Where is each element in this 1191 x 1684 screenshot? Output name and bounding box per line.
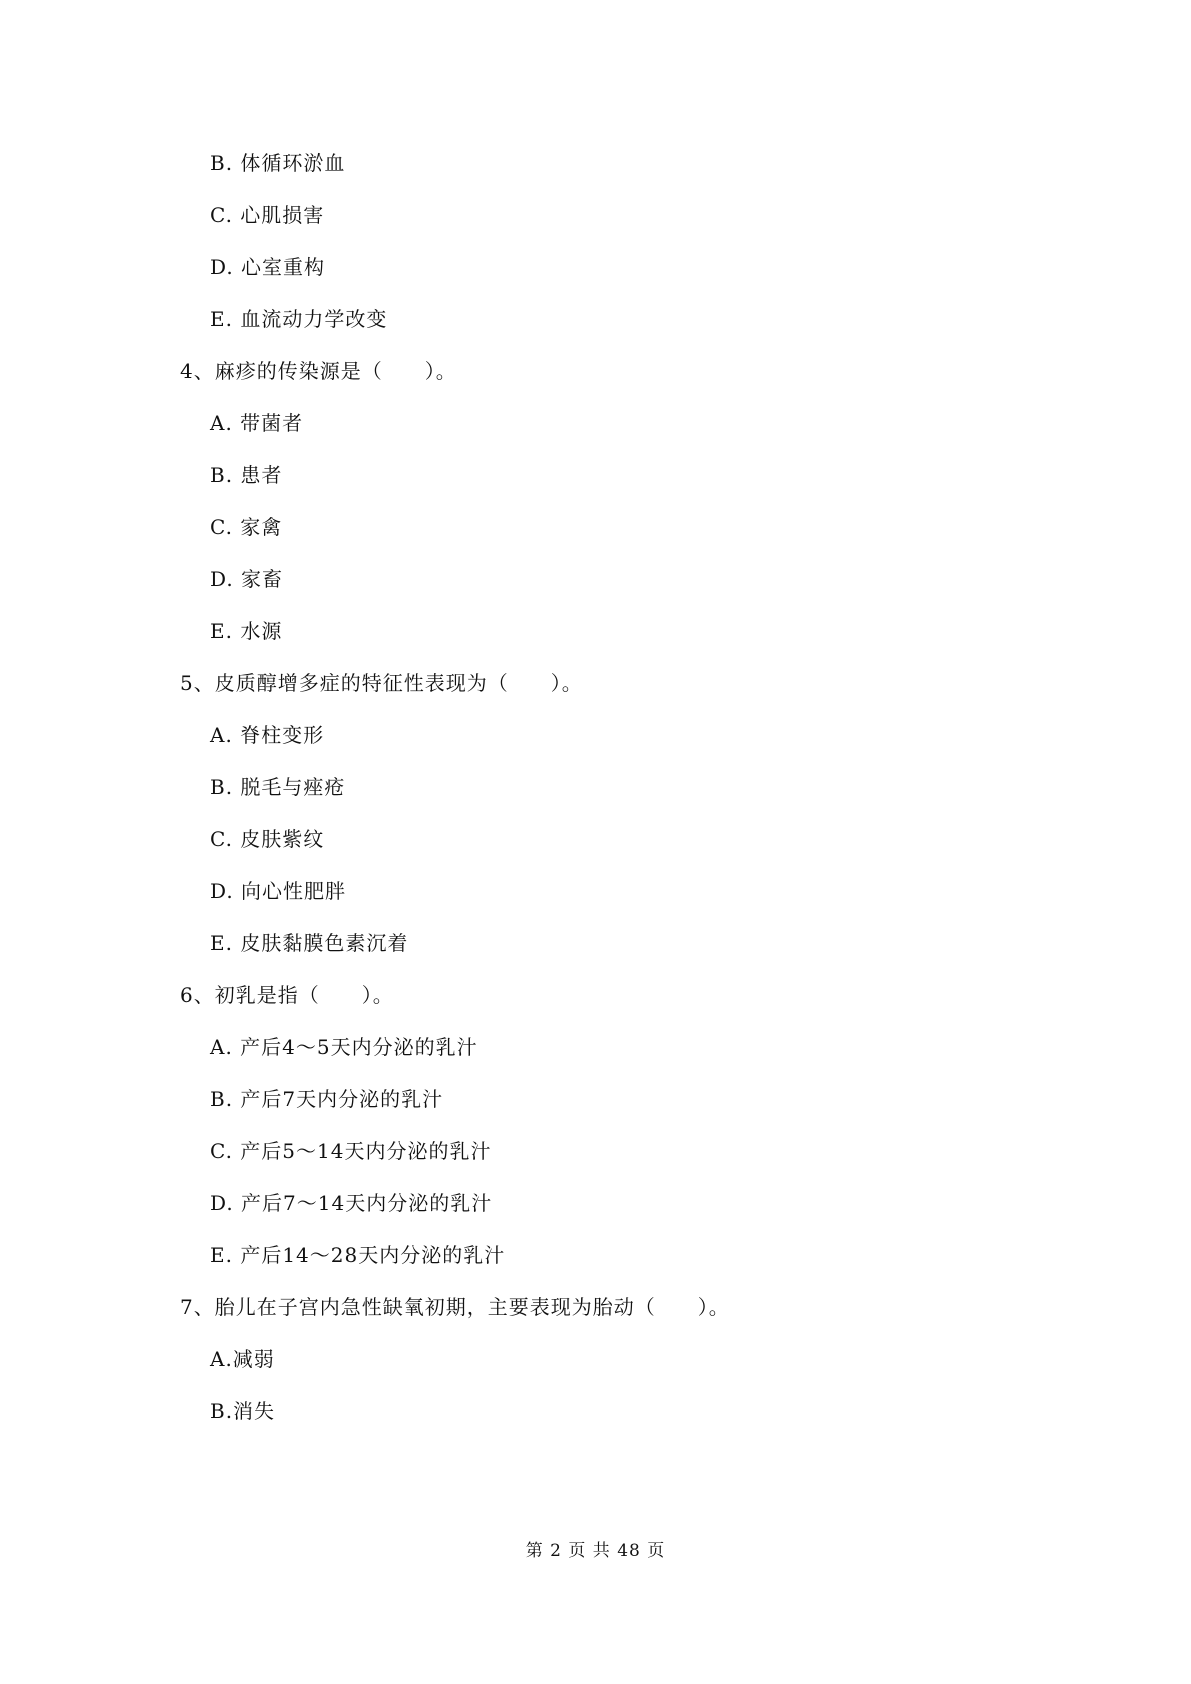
- question-5-option-d: D. 向心性肥胖: [210, 879, 347, 903]
- option-b-line: B. 体循环淤血: [210, 151, 346, 175]
- question-4-option-c: C. 家禽: [210, 515, 283, 539]
- question-5: 5、皮质醇增多症的特征性表现为（ ）。: [180, 671, 583, 695]
- question-6-option-a: A. 产后4～5天内分泌的乳汁: [210, 1035, 478, 1059]
- question-5-option-b: B. 脱毛与痤疮: [210, 775, 346, 799]
- question-7-option-b: B.消失: [210, 1399, 276, 1423]
- question-4-option-d: D. 家畜: [210, 567, 284, 591]
- question-6-option-c: C. 产后5～14天内分泌的乳汁: [210, 1139, 492, 1163]
- question-7-option-a: A.减弱: [210, 1347, 275, 1371]
- question-5-option-a: A. 脊柱变形: [210, 723, 325, 747]
- question-6-option-d: D. 产后7～14天内分泌的乳汁: [210, 1191, 493, 1215]
- question-5-option-c: C. 皮肤紫纹: [210, 827, 325, 851]
- page-footer: 第 2 页 共 48 页: [525, 1541, 666, 1561]
- question-4-option-a: A. 带菌者: [210, 411, 304, 435]
- option-d-line: D. 心室重构: [210, 255, 326, 279]
- question-5-option-e: E. 皮肤黏膜色素沉着: [210, 931, 409, 955]
- question-4-option-b: B. 患者: [210, 463, 283, 487]
- question-6-option-e: E. 产后14～28天内分泌的乳汁: [210, 1243, 506, 1267]
- question-6-option-b: B. 产后7天内分泌的乳汁: [210, 1087, 444, 1111]
- question-4-option-e: E. 水源: [210, 619, 283, 643]
- question-4: 4、麻疹的传染源是（ ）。: [180, 359, 457, 383]
- question-7: 7、胎儿在子宫内急性缺氧初期，主要表现为胎动（ ）。: [180, 1295, 730, 1319]
- question-6: 6、初乳是指（ ）。: [180, 983, 394, 1007]
- option-c-line: C. 心肌损害: [210, 203, 325, 227]
- option-e-line: E. 血流动力学改变: [210, 307, 388, 331]
